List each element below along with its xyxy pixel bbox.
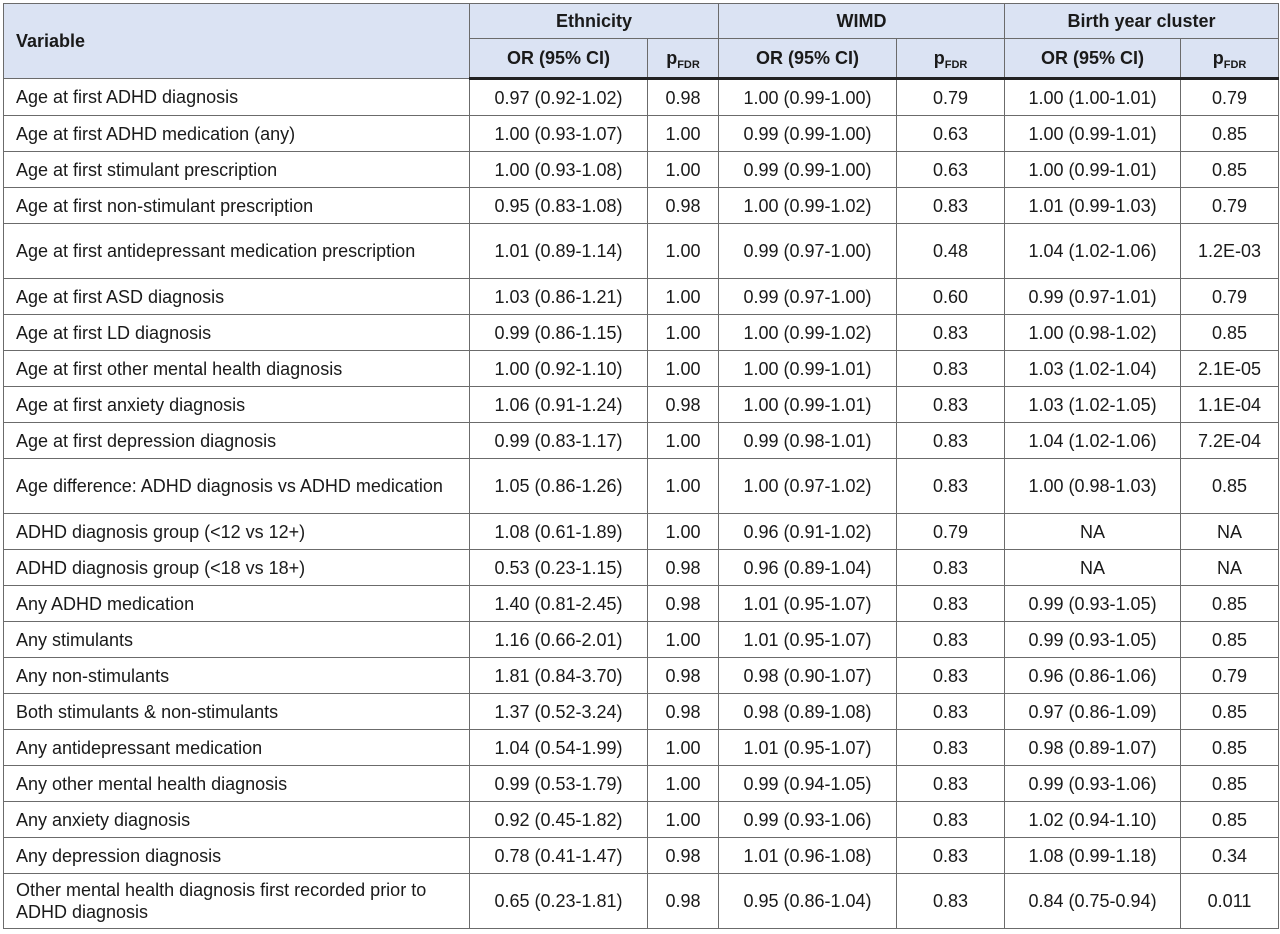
cell-ethnicity-p-fdr: 1.00	[648, 802, 719, 838]
cell-birth-year-p-fdr: 0.79	[1181, 279, 1279, 315]
cell-birth-year-or-ci: 1.03 (1.02-1.05)	[1005, 387, 1181, 423]
cell-variable: Age at first ASD diagnosis	[4, 279, 470, 315]
cell-ethnicity-or-ci: 0.95 (0.83-1.08)	[470, 188, 648, 224]
cell-birth-year-or-ci: 0.99 (0.97-1.01)	[1005, 279, 1181, 315]
cell-ethnicity-p-fdr: 1.00	[648, 730, 719, 766]
cell-birth-year-p-fdr: 0.85	[1181, 802, 1279, 838]
cell-variable: Age at first LD diagnosis	[4, 315, 470, 351]
cell-wimd-or-ci: 0.99 (0.97-1.00)	[719, 279, 897, 315]
cell-birth-year-p-fdr: 0.85	[1181, 116, 1279, 152]
cell-ethnicity-p-fdr: 1.00	[648, 622, 719, 658]
cell-wimd-or-ci: 1.01 (0.95-1.07)	[719, 586, 897, 622]
cell-variable: Any ADHD medication	[4, 586, 470, 622]
cell-wimd-p-fdr: 0.83	[897, 351, 1005, 387]
cell-wimd-or-ci: 0.99 (0.98-1.01)	[719, 423, 897, 459]
cell-wimd-p-fdr: 0.83	[897, 874, 1005, 929]
table-row	[4, 152, 1279, 188]
cell-ethnicity-or-ci: 1.00 (0.92-1.10)	[470, 351, 648, 387]
table-row	[4, 550, 1279, 586]
header-or-ci: OR (95% CI)	[1005, 39, 1181, 79]
table-row	[4, 423, 1279, 459]
cell-ethnicity-or-ci: 0.99 (0.53-1.79)	[470, 766, 648, 802]
cell-ethnicity-or-ci: 1.06 (0.91-1.24)	[470, 387, 648, 423]
cell-wimd-p-fdr: 0.83	[897, 622, 1005, 658]
cell-variable: Age at first ADHD medication (any)	[4, 116, 470, 152]
cell-birth-year-p-fdr: 0.85	[1181, 152, 1279, 188]
cell-ethnicity-p-fdr: 0.98	[648, 874, 719, 929]
header-or-ci: OR (95% CI)	[470, 39, 648, 79]
cell-ethnicity-p-fdr: 0.98	[648, 586, 719, 622]
cell-ethnicity-or-ci: 1.37 (0.52-3.24)	[470, 694, 648, 730]
cell-ethnicity-or-ci: 0.65 (0.23-1.81)	[470, 874, 648, 929]
cell-wimd-or-ci: 0.96 (0.91-1.02)	[719, 514, 897, 550]
table-row	[4, 351, 1279, 387]
cell-variable: Both stimulants & non-stimulants	[4, 694, 470, 730]
cell-wimd-or-ci: 1.00 (0.99-1.01)	[719, 387, 897, 423]
table-row	[4, 224, 1279, 279]
cell-wimd-or-ci: 1.01 (0.95-1.07)	[719, 622, 897, 658]
cell-birth-year-or-ci: 1.03 (1.02-1.04)	[1005, 351, 1181, 387]
cell-ethnicity-p-fdr: 1.00	[648, 224, 719, 279]
cell-variable: Any anxiety diagnosis	[4, 802, 470, 838]
cell-variable: Age difference: ADHD diagnosis vs ADHD medication	[4, 459, 470, 514]
cell-birth-year-or-ci: 1.00 (0.98-1.03)	[1005, 459, 1181, 514]
cell-wimd-or-ci: 0.98 (0.90-1.07)	[719, 658, 897, 694]
cell-variable: ADHD diagnosis group (<12 vs 12+)	[4, 514, 470, 550]
cell-variable: Any other mental health diagnosis	[4, 766, 470, 802]
table-row	[4, 188, 1279, 224]
cell-wimd-p-fdr: 0.79	[897, 514, 1005, 550]
cell-wimd-p-fdr: 0.83	[897, 586, 1005, 622]
cell-ethnicity-p-fdr: 0.98	[648, 188, 719, 224]
cell-ethnicity-p-fdr: 1.00	[648, 152, 719, 188]
cell-birth-year-p-fdr: 0.34	[1181, 838, 1279, 874]
cell-birth-year-or-ci: 1.04 (1.02-1.06)	[1005, 423, 1181, 459]
cell-variable: Any stimulants	[4, 622, 470, 658]
table-row	[4, 387, 1279, 423]
cell-ethnicity-p-fdr: 0.98	[648, 550, 719, 586]
cell-wimd-or-ci: 1.01 (0.96-1.08)	[719, 838, 897, 874]
cell-ethnicity-p-fdr: 1.00	[648, 315, 719, 351]
cell-variable: Age at first ADHD diagnosis	[4, 79, 470, 116]
cell-wimd-p-fdr: 0.63	[897, 152, 1005, 188]
cell-ethnicity-or-ci: 1.16 (0.66-2.01)	[470, 622, 648, 658]
table-row	[4, 658, 1279, 694]
cell-wimd-p-fdr: 0.83	[897, 423, 1005, 459]
cell-ethnicity-or-ci: 1.05 (0.86-1.26)	[470, 459, 648, 514]
cell-wimd-p-fdr: 0.83	[897, 766, 1005, 802]
cell-ethnicity-or-ci: 1.00 (0.93-1.07)	[470, 116, 648, 152]
cell-birth-year-p-fdr: 2.1E-05	[1181, 351, 1279, 387]
cell-ethnicity-or-ci: 0.78 (0.41-1.47)	[470, 838, 648, 874]
cell-variable: ADHD diagnosis group (<18 vs 18+)	[4, 550, 470, 586]
cell-ethnicity-or-ci: 1.01 (0.89-1.14)	[470, 224, 648, 279]
cell-wimd-p-fdr: 0.83	[897, 387, 1005, 423]
header-p-fdr	[1181, 39, 1279, 79]
cell-birth-year-or-ci: 1.00 (0.98-1.02)	[1005, 315, 1181, 351]
cell-birth-year-p-fdr: 0.85	[1181, 315, 1279, 351]
table-row	[4, 694, 1279, 730]
cell-wimd-or-ci: 0.99 (0.99-1.00)	[719, 116, 897, 152]
cell-ethnicity-or-ci: 0.99 (0.83-1.17)	[470, 423, 648, 459]
cell-wimd-p-fdr: 0.83	[897, 550, 1005, 586]
cell-wimd-p-fdr: 0.83	[897, 730, 1005, 766]
cell-birth-year-p-fdr: 1.2E-03	[1181, 224, 1279, 279]
table-body	[4, 79, 1279, 929]
cell-birth-year-or-ci: 1.04 (1.02-1.06)	[1005, 224, 1181, 279]
cell-wimd-or-ci: 0.99 (0.93-1.06)	[719, 802, 897, 838]
cell-variable: Other mental health diagnosis first recorded prior to ADHD diagnosis	[4, 874, 470, 929]
cell-birth-year-or-ci: 1.00 (0.99-1.01)	[1005, 152, 1181, 188]
cell-ethnicity-or-ci: 1.00 (0.93-1.08)	[470, 152, 648, 188]
table-row	[4, 874, 1279, 929]
cell-birth-year-or-ci: 0.99 (0.93-1.06)	[1005, 766, 1181, 802]
cell-birth-year-or-ci: 1.02 (0.94-1.10)	[1005, 802, 1181, 838]
cell-wimd-or-ci: 0.99 (0.94-1.05)	[719, 766, 897, 802]
cell-variable: Age at first other mental health diagnosis	[4, 351, 470, 387]
cell-birth-year-or-ci: 0.99 (0.93-1.05)	[1005, 622, 1181, 658]
cell-birth-year-p-fdr: NA	[1181, 550, 1279, 586]
cell-birth-year-p-fdr: 0.85	[1181, 459, 1279, 514]
table-row	[4, 622, 1279, 658]
p-subscript: FDR	[1223, 58, 1247, 71]
cell-birth-year-p-fdr: 7.2E-04	[1181, 423, 1279, 459]
cell-variable: Age at first antidepressant medication prescription	[4, 224, 470, 279]
cell-ethnicity-or-ci: 0.97 (0.92-1.02)	[470, 79, 648, 116]
cell-ethnicity-p-fdr: 1.00	[648, 423, 719, 459]
header-variable: Variable	[4, 4, 470, 79]
table-row	[4, 838, 1279, 874]
cell-ethnicity-p-fdr: 1.00	[648, 279, 719, 315]
p-label: p	[933, 47, 945, 68]
cell-ethnicity-or-ci: 1.03 (0.86-1.21)	[470, 279, 648, 315]
cell-ethnicity-p-fdr: 0.98	[648, 658, 719, 694]
cell-wimd-or-ci: 1.00 (0.99-1.00)	[719, 79, 897, 116]
table-row	[4, 459, 1279, 514]
table-row	[4, 279, 1279, 315]
table-row	[4, 766, 1279, 802]
cell-wimd-p-fdr: 0.60	[897, 279, 1005, 315]
cell-ethnicity-p-fdr: 1.00	[648, 351, 719, 387]
cell-birth-year-or-ci: 0.84 (0.75-0.94)	[1005, 874, 1181, 929]
cell-ethnicity-or-ci: 1.04 (0.54-1.99)	[470, 730, 648, 766]
p-label: p	[666, 47, 678, 68]
cell-wimd-or-ci: 0.95 (0.86-1.04)	[719, 874, 897, 929]
cell-birth-year-p-fdr: 0.85	[1181, 586, 1279, 622]
table-row	[4, 79, 1279, 116]
results-table	[3, 3, 1279, 929]
cell-wimd-or-ci: 1.00 (0.99-1.02)	[719, 188, 897, 224]
cell-birth-year-p-fdr: 0.85	[1181, 766, 1279, 802]
header-p-fdr	[897, 39, 1005, 79]
cell-birth-year-p-fdr: 0.85	[1181, 622, 1279, 658]
cell-wimd-p-fdr: 0.83	[897, 459, 1005, 514]
cell-birth-year-p-fdr: 0.79	[1181, 188, 1279, 224]
cell-ethnicity-p-fdr: 0.98	[648, 838, 719, 874]
cell-wimd-p-fdr: 0.79	[897, 79, 1005, 116]
cell-birth-year-or-ci: 1.00 (0.99-1.01)	[1005, 116, 1181, 152]
cell-wimd-p-fdr: 0.83	[897, 802, 1005, 838]
cell-wimd-p-fdr: 0.83	[897, 838, 1005, 874]
cell-wimd-or-ci: 1.01 (0.95-1.07)	[719, 730, 897, 766]
header-group-wimd: WIMD	[719, 4, 1005, 39]
cell-variable: Age at first stimulant prescription	[4, 152, 470, 188]
cell-variable: Any antidepressant medication	[4, 730, 470, 766]
cell-wimd-or-ci: 1.00 (0.99-1.01)	[719, 351, 897, 387]
cell-variable: Any depression diagnosis	[4, 838, 470, 874]
cell-birth-year-p-fdr: 0.79	[1181, 79, 1279, 116]
header-p-fdr	[648, 39, 719, 79]
cell-wimd-p-fdr: 0.48	[897, 224, 1005, 279]
cell-birth-year-p-fdr: 0.85	[1181, 730, 1279, 766]
p-subscript: FDR	[944, 58, 968, 71]
cell-birth-year-p-fdr: 0.79	[1181, 658, 1279, 694]
cell-ethnicity-p-fdr: 0.98	[648, 387, 719, 423]
table-row	[4, 315, 1279, 351]
cell-ethnicity-or-ci: 1.81 (0.84-3.70)	[470, 658, 648, 694]
p-label: p	[1212, 47, 1224, 68]
cell-birth-year-or-ci: 1.08 (0.99-1.18)	[1005, 838, 1181, 874]
cell-wimd-p-fdr: 0.83	[897, 694, 1005, 730]
cell-birth-year-or-ci: 0.98 (0.89-1.07)	[1005, 730, 1181, 766]
cell-wimd-p-fdr: 0.83	[897, 315, 1005, 351]
cell-ethnicity-or-ci: 0.99 (0.86-1.15)	[470, 315, 648, 351]
cell-variable: Age at first non-stimulant prescription	[4, 188, 470, 224]
cell-wimd-p-fdr: 0.63	[897, 116, 1005, 152]
cell-wimd-or-ci: 0.99 (0.97-1.00)	[719, 224, 897, 279]
cell-birth-year-or-ci: 0.99 (0.93-1.05)	[1005, 586, 1181, 622]
cell-ethnicity-p-fdr: 1.00	[648, 459, 719, 514]
cell-ethnicity-p-fdr: 1.00	[648, 766, 719, 802]
cell-ethnicity-or-ci: 0.53 (0.23-1.15)	[470, 550, 648, 586]
cell-birth-year-or-ci: NA	[1005, 514, 1181, 550]
header-group-birth-year-cluster: Birth year cluster	[1005, 4, 1279, 39]
cell-ethnicity-p-fdr: 0.98	[648, 79, 719, 116]
cell-wimd-or-ci: 1.00 (0.99-1.02)	[719, 315, 897, 351]
cell-birth-year-or-ci: 1.01 (0.99-1.03)	[1005, 188, 1181, 224]
table-row	[4, 116, 1279, 152]
table-row	[4, 514, 1279, 550]
table-row	[4, 586, 1279, 622]
header-row-groups	[4, 4, 1279, 39]
cell-birth-year-p-fdr: 1.1E-04	[1181, 387, 1279, 423]
cell-wimd-or-ci: 0.98 (0.89-1.08)	[719, 694, 897, 730]
cell-wimd-or-ci: 1.00 (0.97-1.02)	[719, 459, 897, 514]
cell-ethnicity-p-fdr: 1.00	[648, 116, 719, 152]
cell-birth-year-p-fdr: 0.011	[1181, 874, 1279, 929]
cell-ethnicity-or-ci: 0.92 (0.45-1.82)	[470, 802, 648, 838]
cell-variable: Age at first anxiety diagnosis	[4, 387, 470, 423]
cell-variable: Any non-stimulants	[4, 658, 470, 694]
cell-birth-year-or-ci: 0.96 (0.86-1.06)	[1005, 658, 1181, 694]
cell-birth-year-p-fdr: NA	[1181, 514, 1279, 550]
p-subscript: FDR	[677, 58, 700, 71]
cell-ethnicity-p-fdr: 1.00	[648, 514, 719, 550]
table-header	[4, 4, 1279, 79]
table-row	[4, 730, 1279, 766]
cell-ethnicity-or-ci: 1.08 (0.61-1.89)	[470, 514, 648, 550]
cell-birth-year-or-ci: NA	[1005, 550, 1181, 586]
cell-variable: Age at first depression diagnosis	[4, 423, 470, 459]
cell-birth-year-or-ci: 0.97 (0.86-1.09)	[1005, 694, 1181, 730]
cell-wimd-p-fdr: 0.83	[897, 658, 1005, 694]
header-or-ci: OR (95% CI)	[719, 39, 897, 79]
cell-wimd-p-fdr: 0.83	[897, 188, 1005, 224]
table-row	[4, 802, 1279, 838]
cell-birth-year-p-fdr: 0.85	[1181, 694, 1279, 730]
cell-ethnicity-p-fdr: 0.98	[648, 694, 719, 730]
cell-birth-year-or-ci: 1.00 (1.00-1.01)	[1005, 79, 1181, 116]
cell-wimd-or-ci: 0.99 (0.99-1.00)	[719, 152, 897, 188]
cell-wimd-or-ci: 0.96 (0.89-1.04)	[719, 550, 897, 586]
header-group-ethnicity: Ethnicity	[470, 4, 719, 39]
cell-ethnicity-or-ci: 1.40 (0.81-2.45)	[470, 586, 648, 622]
